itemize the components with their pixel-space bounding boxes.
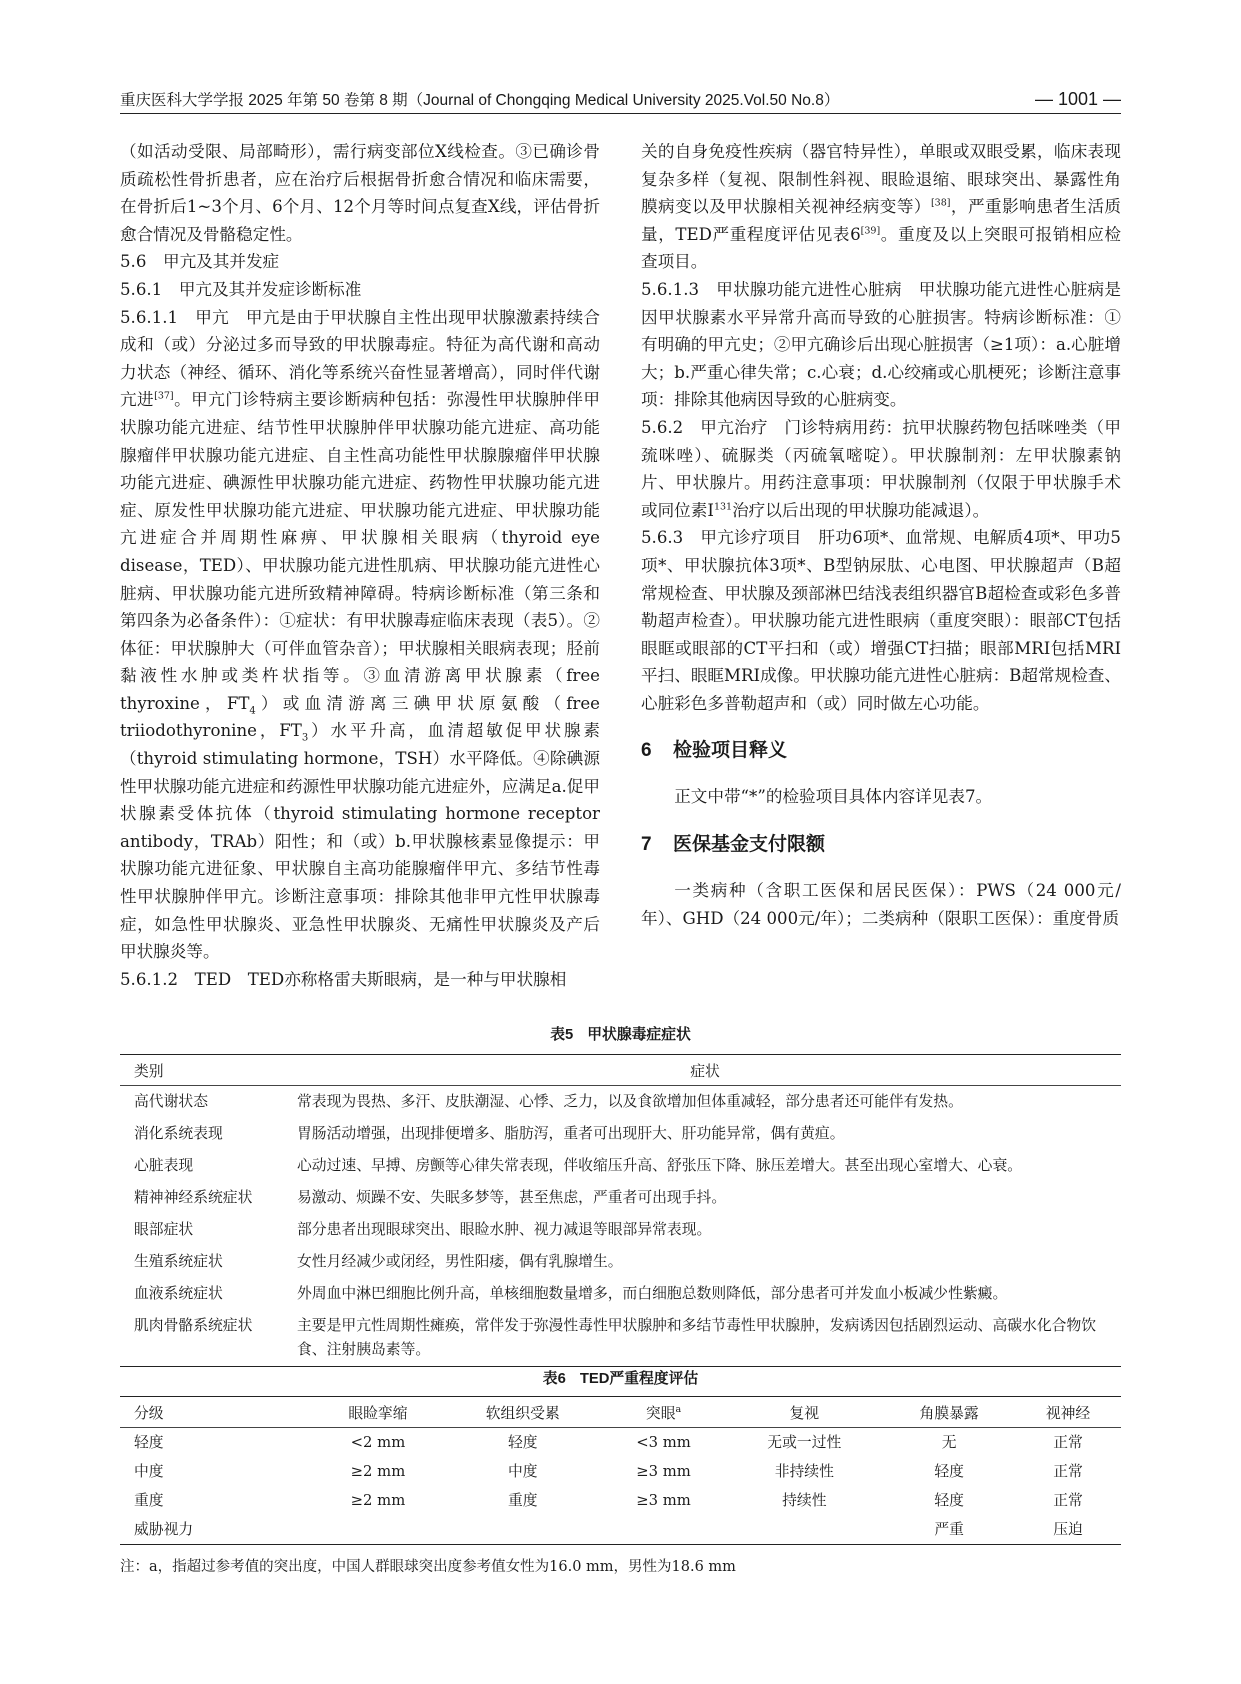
table-row [120, 1310, 1121, 1367]
table-label: 表6 [542, 1371, 566, 1387]
table-label: 表5 [550, 1027, 574, 1043]
text: 5.6.2 甲亢治疗 门诊特病用药：抗甲状腺药物包括咪唑类（甲巯咪唑）、硫脲类（丙硫氧嘧啶）。甲状腺制剂：左甲状腺素钠片、甲状腺片。用药注意事项：甲状腺制剂（仅限于甲状腺手术或同位素I [641, 417, 1121, 520]
heading-number: 7 [641, 834, 652, 856]
citation-ref[interactable]: [39] [860, 225, 881, 237]
table-cell: 外周血中淋巴细胞比例升高，单核细胞数量增多，而白细胞总数则降低，部分患者可并发血小板减少性紫癜。 [297, 1285, 1008, 1302]
table-cell: 威胁视力 [120, 1515, 312, 1545]
table-cell: 无 [941, 1434, 957, 1451]
section-heading-7 [641, 831, 1121, 859]
column-header: 分级 [120, 1397, 312, 1428]
table-cell: ≥3 mm [636, 1492, 691, 1509]
left-column [120, 138, 600, 993]
table-cell: ≥3 mm [636, 1463, 691, 1480]
text: ）或血清游离三碘甲状原氨酸（free triiodothyronine，FT [120, 693, 600, 741]
table-cell [602, 1515, 726, 1545]
table-row [120, 1486, 1121, 1515]
running-header [120, 86, 1121, 110]
table6 [120, 1396, 1121, 1545]
table-cell: 轻度 [507, 1434, 538, 1451]
table-row [120, 1182, 1121, 1214]
journal-citation: 重庆医科大学学报 2025 年第 50 卷第 8 期（Journal of Chongqing Medical University 2025.Vol.50 No.8） [120, 92, 840, 109]
paragraph-fracture-followup: （如活动受限、局部畸形），需行病变部位X线检查。③已确诊骨质疏松性骨折患者，应在治疗后根据骨折愈合情况和临床需要，在骨折后1~3个月、6个月、12个月等时间点复查X线，评估骨折愈合情况及骨骼稳定性。 [120, 142, 600, 244]
text: 。甲亢门诊特病主要诊断病种包括：弥漫性甲状腺肿伴甲状腺功能亢进症、结节性甲状腺肿伴甲状腺功能亢进症、高功能腺瘤伴甲状腺功能亢进症、自主性高功能性甲状腺腺瘤伴甲状腺功能亢进症、碘源性甲状腺功能亢进症、药物性甲状腺功能亢进症、原发性甲状腺功能亢进症、甲状腺功能亢进症、甲状腺功能亢进症合并周期性麻痹、甲状腺相关眼病（thyroid eye disease，TED）、甲状腺功能亢进性肌病、甲状腺功能亢进性心脏病、甲状腺功能亢进所致精神障碍。特病诊断标准（第三条和第四条为必备条件）：①症状：有甲状腺毒症临床表现（表5）。②体征：甲状腺肿大（可伴血管杂音）；甲状腺相关眼病表现；胫前黏液性水肿或类杵状指等。③血清游离甲状腺素（free thyroxine，FT [120, 390, 601, 713]
subscript: 4 [249, 705, 256, 717]
table-cell: 中度 [134, 1463, 164, 1480]
table-title: 甲状腺毒症症状 [587, 1027, 691, 1043]
table5-caption [120, 1023, 1121, 1044]
citation-ref[interactable]: [37] [154, 390, 174, 402]
header-text: 突眼 [645, 1404, 676, 1422]
table-row [120, 1515, 1121, 1545]
column-header-proptosis [602, 1397, 726, 1428]
table-cell: 心动过速、早搏、房颤等心律失常表现，伴收缩压升高、舒张压下降、脉压差增大。甚至出现心室增大、心衰。 [297, 1157, 1023, 1174]
column-header: 类别 [120, 1055, 289, 1086]
section-heading-5-6-1: 5.6.1 甲亢及其并发症诊断标准 [120, 279, 362, 299]
heading-text: 检验项目释义 [673, 740, 788, 762]
header-rule [120, 113, 1121, 114]
table-cell: 轻度 [134, 1434, 164, 1451]
paragraph-5-6-1-3: 5.6.1.3 甲状腺功能亢进性心脏病 甲状腺功能亢进性心脏病是因甲状腺素水平异常升高而导致的心脏损害。特病诊断标准：①有明确的甲亢史；②甲亢确诊后出现心脏损害（≥1项）：a.心脏增大；b.严重心律失常；c.心衰；d.心绞痛或心肌梗死；诊断注意事项：排除其他病因导致的心脏病变。 [641, 279, 1121, 410]
column-header: 症状 [289, 1055, 1121, 1086]
table-row [120, 1150, 1121, 1182]
table-cell: 轻度 [934, 1463, 964, 1480]
paragraph-5-6-1-1 [120, 304, 600, 966]
table-cell [312, 1515, 444, 1545]
table-cell: 生殖系统症状 [134, 1253, 223, 1270]
table-cell: 正常 [1053, 1492, 1083, 1509]
paragraph-7: 一类病种（含职工医保和居民医保）：PWS（24 000元/年）、GHD（24 000元/年）；二类病种（限职工医保）：重度骨质 [641, 881, 1121, 928]
table-cell: 持续性 [782, 1492, 827, 1509]
column-header: 复视 [725, 1397, 883, 1428]
table-cell: 中度 [507, 1463, 538, 1480]
text: 。重度及以上突眼可报销相应检查项目。 [641, 224, 1122, 272]
paragraph-5-6-1-2-cont [641, 138, 1121, 276]
section-heading-6 [641, 737, 1121, 765]
table-row [120, 1214, 1121, 1246]
right-column [641, 138, 1121, 932]
text: 关的自身免疫性疾病（器官特异性），单眼或双眼受累，临床表现复杂多样（复视、限制性斜视、眼睑退缩、眼球突出、暴露性角膜病变以及甲状腺相关视神经病变等） [641, 142, 1121, 217]
table-cell: 易激动、烦躁不安、失眠多梦等，甚至焦虑，严重者可出现手抖。 [297, 1189, 727, 1206]
heading-number: 6 [641, 740, 652, 762]
table-cell: 精神神经系统症状 [134, 1189, 253, 1206]
paragraph-5-6-1-2-start: 5.6.1.2 TED TED亦称格雷夫斯眼病，是一种与甲状腺相 [120, 969, 567, 989]
table-cell: 胃肠活动增强，出现排便增多、脂肪泻，重者可出现肝大、肝功能异常，偶有黄疸。 [297, 1125, 845, 1142]
table-cell: 心脏表现 [134, 1157, 194, 1174]
text: 治疗以后出现的甲状腺功能减退）。 [732, 500, 990, 520]
text: ）水平升高，血清超敏促甲状腺素（thyroid stimulating hormone，TSH）水平降低。④除碘源性甲状腺功能亢进症和药源性甲状腺功能亢进症外，应满足a.促甲状腺素受体抗体（thyroid stimulating hormone receptor antibody，TRAb）阳性；和（或）b.甲状腺核素显像提示：甲状腺功能亢进征象、甲状腺自主高功能腺瘤伴甲亢、多结节性毒性甲状腺肿伴甲亢。诊断注意事项：排除其他非甲亢性甲状腺毒症，如急性甲状腺炎、亚急性甲状腺炎、无痛性甲状腺炎及产后甲状腺炎等。 [120, 721, 601, 962]
table-cell: 正常 [1053, 1434, 1083, 1451]
table-cell: 轻度 [934, 1492, 964, 1509]
page-number: — 1001 — [1034, 89, 1121, 109]
column-header: 视神经 [1015, 1397, 1121, 1428]
table-cell [444, 1515, 602, 1545]
paragraph-5-6-2 [641, 414, 1121, 524]
table6-footnote: 注：a，指超过参考值的突出度，中国人群眼球突出度参考值女性为16.0 mm，男性为18.6 mm [120, 1559, 736, 1575]
table-row [120, 1278, 1121, 1310]
superscript: 131 [713, 501, 733, 513]
subscript: 3 [301, 732, 309, 744]
heading-text: 医保基金支付限额 [673, 834, 826, 856]
table-cell [725, 1515, 883, 1545]
table-cell: 消化系统表现 [134, 1125, 223, 1142]
section-heading-5-6: 5.6 甲亢及其并发症 [120, 252, 280, 272]
table-cell: 眼部症状 [134, 1221, 194, 1238]
table6-caption [120, 1367, 1121, 1388]
footnote-marker: a [675, 1403, 682, 1415]
table-cell: 肌肉骨骼系统症状 [120, 1310, 289, 1367]
table-cell: 重度 [134, 1492, 164, 1509]
table-cell: <3 mm [636, 1434, 691, 1451]
table-cell: 主要是甲亢性周期性瘫痪，常伴发于弥漫性毒性甲状腺肿和多结节毒性甲状腺肿，发病诱因包括剧烈运动、高碳水化合物饮食、注射胰岛素等。 [289, 1310, 1121, 1367]
table-row [120, 1428, 1121, 1458]
text: ，严重影响患者生活质量，TED严重程度评估见表6 [641, 197, 1122, 244]
table-cell: 无或一过性 [767, 1434, 842, 1451]
table-cell: 高代谢状态 [134, 1093, 208, 1110]
citation-ref[interactable]: [38] [930, 197, 951, 209]
table-cell: 压迫 [1015, 1515, 1121, 1545]
table-row [120, 1118, 1121, 1150]
table-row [120, 1457, 1121, 1486]
table-row [120, 1086, 1121, 1119]
table-cell: 女性月经减少或闭经，男性阳痿，偶有乳腺增生。 [297, 1253, 623, 1270]
table-cell: 严重 [883, 1515, 1015, 1545]
paragraph-5-6-3: 5.6.3 甲亢诊疗项目 肝功6项*、血常规、电解质4项*、甲功5项*、甲状腺抗体3项*、B型钠尿肽、心电图、甲状腺超声（B超常规检查、甲状腺及颈部淋巴结浅表组织器官B超检查或彩色多普勒超声检查）。甲状腺功能亢进性眼病（重度突眼）：眼部CT包括眼眶或眼部的CT平扫和（或）增强CT扫描；眼部MRI包括MRI平扫、眼眶MRI成像。甲状腺功能亢进性心脏病：B超常规检查、心脏彩色多普勒超声和（或）同时做左心功能。 [641, 528, 1121, 713]
table-header-row [120, 1397, 1121, 1428]
table-cell: ≥2 mm [350, 1463, 406, 1480]
table-title: TED严重程度评估 [579, 1371, 699, 1387]
table-cell: 正常 [1053, 1463, 1083, 1480]
column-header: 软组织受累 [444, 1397, 602, 1428]
table-cell: 部分患者出现眼球突出、眼睑水肿、视力减退等眼部异常表现。 [297, 1221, 712, 1238]
table-cell: 常表现为畏热、多汗、皮肤潮湿、心悸、乏力，以及食欲增加但体重减轻，部分患者还可能伴有发热。 [297, 1093, 963, 1110]
column-header: 角膜暴露 [883, 1397, 1015, 1428]
table-cell: 血液系统症状 [134, 1285, 223, 1302]
text: 5.6.1.1 甲亢 甲亢是由于甲状腺自主性出现甲状腺激素持续合成和（或）分泌过多而导致的甲状腺毒症。特征为高代谢和高动力状态（神经、循环、消化等系统兴奋性显著增高），同时伴代谢亢进 [120, 307, 600, 410]
table-cell: 重度 [507, 1492, 538, 1509]
table5 [120, 1054, 1121, 1367]
table-cell: 非持续性 [774, 1463, 834, 1480]
paragraph-6: 正文中带“*”的检验项目具体内容详见表7。 [674, 787, 993, 807]
column-header: 眼睑挛缩 [312, 1397, 444, 1428]
table-cell: ≥2 mm [350, 1492, 406, 1509]
table-header-row [120, 1055, 1121, 1086]
table-cell: <2 mm [350, 1434, 406, 1451]
table-row [120, 1246, 1121, 1278]
